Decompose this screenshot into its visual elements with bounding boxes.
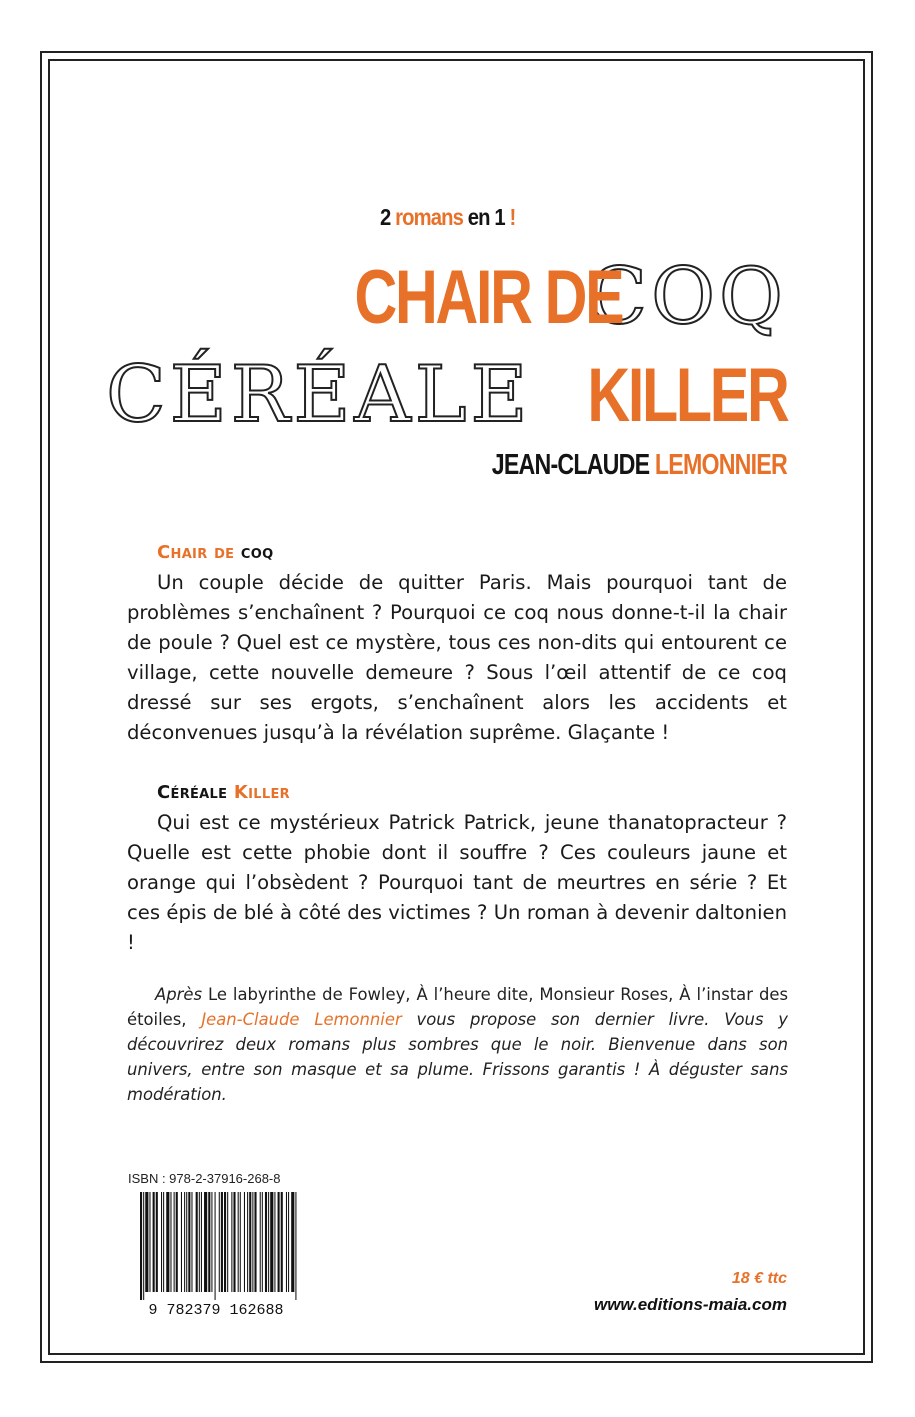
blurb-author: Jean-Claude Lemonnier (201, 1010, 402, 1029)
section-2-heading-b: Killer (233, 782, 290, 803)
tagline-romans: romans (395, 204, 463, 230)
barcode-bar (170, 1192, 171, 1292)
title-line-1 (279, 252, 787, 342)
section-1-heading (157, 542, 273, 563)
barcode-bar (186, 1192, 187, 1292)
barcode-bar (254, 1192, 256, 1292)
author-last-name: LEMONNIER (655, 449, 787, 481)
section-1-heading-a: Chair de (157, 542, 235, 563)
blurb-titles: Le labyrinthe de Fowley, À l’heure dite, Monsieur Roses, À l’instar des étoiles, (127, 985, 788, 1029)
barcode-bar (153, 1192, 155, 1292)
barcode-digits: 9 782379 162688 (148, 1302, 284, 1317)
tagline (380, 204, 515, 231)
barcode-bar (278, 1192, 280, 1292)
barcode-bar (295, 1192, 296, 1300)
barcode-bar (188, 1192, 190, 1292)
website-link[interactable]: www.editions-maia.com (593, 1295, 787, 1314)
barcode-bar (145, 1192, 148, 1292)
barcode-bar (244, 1192, 245, 1292)
isbn-label: ISBN : 978-2-37916-268-8 (128, 1171, 281, 1186)
barcode-bar (265, 1192, 267, 1292)
barcode-bar (191, 1192, 192, 1292)
section-2-summary: Qui est ce mystérieux Patrick Patrick, jeune thanatopracteur ? Quelle est cette phobie dont il souffre ? Ces couleurs jaune et orange qui l’obsèdent ? Pourquoi tant de meurtres en série ? Et ces épis de blé à côté des victimes ? Un roman à devenir daltonien ! (127, 811, 787, 954)
barcode-bar (233, 1192, 235, 1292)
barcode-bar (270, 1192, 273, 1292)
barcode-bar (215, 1192, 216, 1300)
barcode-bar (249, 1192, 251, 1292)
barcode-bar (221, 1192, 223, 1292)
section-2-heading (157, 782, 290, 803)
barcode-bar (247, 1192, 248, 1292)
tagline-en-un: en 1 (467, 204, 505, 230)
barcode-bar (156, 1192, 158, 1292)
title-chair-de: CHAIR DE (354, 255, 623, 340)
barcode-bar (262, 1192, 263, 1292)
barcode-bar (286, 1192, 287, 1292)
barcode-bar (166, 1192, 169, 1292)
barcode-bar (268, 1192, 269, 1292)
barcode-bar (208, 1192, 210, 1292)
barcode-bar (227, 1192, 228, 1292)
title-line-2 (106, 350, 787, 440)
barcode-bar (291, 1192, 294, 1292)
section-2-heading-a: Céréale (157, 782, 228, 803)
barcode-bar (176, 1192, 178, 1292)
barcode-bar (252, 1192, 253, 1292)
section-1-heading-b: coq (240, 542, 274, 563)
tagline-count: 2 (380, 204, 391, 230)
barcode-bar (161, 1192, 162, 1292)
barcode-bar (288, 1192, 289, 1292)
barcode-bar (224, 1192, 226, 1292)
title-killer: KILLER (586, 353, 787, 438)
barcode-bar (174, 1192, 175, 1292)
blurb-intro: Après (155, 985, 202, 1004)
barcode-bar (219, 1192, 220, 1292)
author-name (492, 449, 787, 482)
barcode (128, 1192, 304, 1317)
barcode-bar (163, 1192, 164, 1292)
barcode-bar (143, 1192, 144, 1300)
barcode-bar (240, 1192, 241, 1292)
section-1-summary: Un couple décide de quitter Paris. Mais pourquoi tant de problèmes s’enchaînent ? Pourquoi ce coq nous donne-t-il la chair de poule ? Quel est ce mystère, tous ces non-dits qui entourent ce village, cette nouvelle demeure ? Sous l’œil attentif de ce coq dressé sur ses ergots, s’enchaînent alors les accidents et déconvenues jusqu’à la révélation suprême. Glaçante ! (127, 571, 787, 744)
author-blurb (127, 982, 788, 1107)
barcode-bar (238, 1192, 239, 1292)
barcode-bar (149, 1192, 150, 1292)
blurb-rest: vous propose son dernier livre. Vous y découvrirez deux romans plus sombres que le noir. Bienvenue dans son univers, entre son masque et sa plume. Frissons garantis ! À déguster sans modération. (127, 1010, 788, 1104)
barcode-bar (181, 1192, 182, 1292)
barcode-bar (204, 1192, 207, 1292)
title-coq: COQ (587, 252, 787, 342)
price: 18 € ttc (731, 1270, 787, 1287)
barcode-bar (140, 1192, 142, 1300)
barcode-bar (281, 1192, 283, 1292)
barcode-bar (274, 1192, 275, 1292)
barcode-bar (211, 1192, 212, 1292)
barcode-bar (201, 1192, 202, 1292)
barcode-bar (231, 1192, 232, 1292)
author-first-name: JEAN-CLAUDE (491, 449, 650, 481)
barcode-bar (196, 1192, 198, 1292)
title-cereale: CÉRÉALE (106, 350, 532, 440)
barcode-bar (184, 1192, 185, 1292)
barcode-bar (260, 1192, 261, 1292)
tagline-exclamation: ! (509, 204, 516, 230)
barcode-bar (199, 1192, 200, 1292)
